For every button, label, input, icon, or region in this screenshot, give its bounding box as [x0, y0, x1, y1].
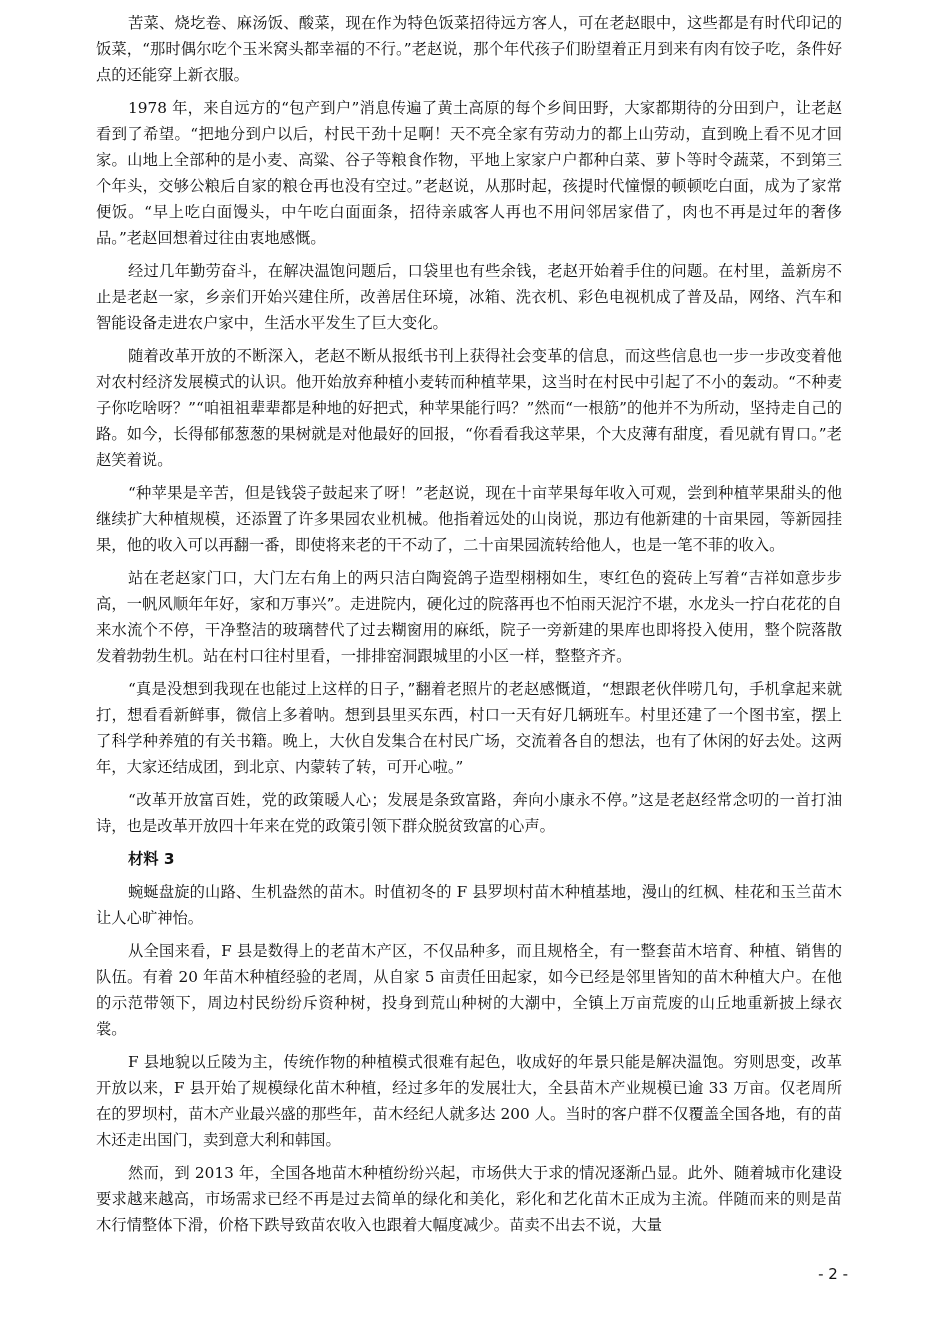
paragraph: 随着改革开放的不断深入，老赵不断从报纸书刊上获得社会变革的信息，而这些信息也一步一步改变着他对农村经济发展模式的认识。他开始放弃种植小麦转而种植苹果，这当时在村民中引起了不小的轰动。“不种麦子你吃啥呀？”“咱祖祖辈辈都是种地的好把式，种苹果能行吗？”然而“一根筋”的他并不为所动，坚持走自己的路。如今，长得郁郁葱葱的果树就是对他最好的回报，“你看看我这苹果，个大皮薄有甜度，看见就有胃口。”老赵笑着说。: [96, 347, 842, 469]
paragraph: “改革开放富百姓，党的政策暖人心；发展是条致富路，奔向小康永不停。”这是老赵经常念叨的一首打油诗，也是改革开放四十年来在党的政策引领下群众脱贫致富的心声。: [96, 791, 842, 835]
paragraph: 经过几年勤劳奋斗，在解决温饱问题后，口袋里也有些余钱，老赵开始着手住的问题。在村里，盖新房不止是老赵一家，乡亲们开始兴建住所，改善居住环境，冰箱、洗衣机、彩色电视机成了普及品，网络、汽车和智能设备走进农户家中，生活水平发生了巨大变化。: [96, 262, 842, 332]
section-heading: 材料 3: [128, 850, 175, 868]
document-body: [96, 10, 842, 1245]
paragraph: “种苹果是辛苦，但是钱袋子鼓起来了呀！”老赵说，现在十亩苹果每年收入可观，尝到种植苹果甜头的他继续扩大种植规模，还添置了许多果园农业机械。他指着远处的山岗说，那边有他新建的十亩果园，等新园挂果，他的收入可以再翻一番，即使将来老的干不动了，二十亩果园流转给他人，也是一笔不菲的收入。: [96, 484, 842, 554]
page-number: - 2 -: [818, 1265, 848, 1283]
paragraph: 苦菜、烧圪卷、麻汤饭、酸菜，现在作为特色饭菜招待远方客人，可在老赵眼中，这些都是有时代印记的饭菜，“那时偶尔吃个玉米窝头都幸福的不行。”老赵说，那个年代孩子们盼望着正月到来有肉有饺子吃，条件好点的还能穿上新衣服。: [96, 14, 842, 84]
paragraph: 1978 年，来自远方的“包产到户”消息传遍了黄土高原的每个乡间田野，大家都期待的分田到户，让老赵看到了希望。“把地分到户以后，村民干劲十足啊！天不亮全家有劳动力的都上山劳动，直到晚上看不见才回家。山地上全部种的是小麦、高粱、谷子等粮食作物，平地上家家户户都种白菜、萝卜等时令蔬菜，不到第三个年头，交够公粮后自家的粮仓再也没有空过。”老赵说，从那时起，孩提时代憧憬的顿顿吃白面，成为了家常便饭。“早上吃白面馒头，中午吃白面面条，招待亲戚客人再也不用问邻居家借了，肉也不再是过年的奢侈品。”老赵回想着过往由衷地感慨。: [96, 99, 842, 247]
paragraph: F 县地貌以丘陵为主，传统作物的种植模式很难有起色，收成好的年景只能是解决温饱。穷则思变，改革开放以来，F 县开始了规模绿化苗木种植，经过多年的发展壮大，全县苗木产业规模已逾 33 万亩。仅老周所在的罗坝村，苗木产业最兴盛的那些年，苗木经纪人就多达 200 人。当时的客户群不仅覆盖全国各地，有的苗木还走出国门，卖到意大利和韩国。: [96, 1053, 842, 1149]
paragraph: 从全国来看，F 县是数得上的老苗木产区，不仅品种多，而且规格全，有一整套苗木培育、种植、销售的队伍。有着 20 年苗木种植经验的老周，从自家 5 亩责任田起家，如今已经是邻里皆知的苗木种植大户。在他的示范带领下，周边村民纷纷斥资种树，投身到荒山种树的大潮中，全镇上万亩荒废的山丘地重新披上绿衣裳。: [96, 942, 842, 1038]
paragraph: 然而，到 2013 年，全国各地苗木种植纷纷兴起，市场供大于求的情况逐渐凸显。此外、随着城市化建设要求越来越高，市场需求已经不再是过去简单的绿化和美化，彩化和艺化苗木正成为主流。伴随而来的则是苗木行情整体下滑，价格下跌导致苗农收入也跟着大幅度减少。苗卖不出去不说，大量: [96, 1164, 842, 1234]
paragraph: 蜿蜒盘旋的山路、生机盎然的苗木。时值初冬的 F 县罗坝村苗木种植基地，漫山的红枫、桂花和玉兰苗木让人心旷神怡。: [96, 883, 842, 927]
paragraph: 站在老赵家门口，大门左右角上的两只洁白陶瓷鸽子造型栩栩如生，枣红色的瓷砖上写着“吉祥如意步步高，一帆风顺年年好，家和万事兴”。走进院内，硬化过的院落再也不怕雨天泥泞不堪，水龙头一拧白花花的自来水流个不停，干净整洁的玻璃替代了过去糊窗用的麻纸，院子一旁新建的果库也即将投入使用，整个院落散发着勃勃生机。站在村口往村里看，一排排窑洞跟城里的小区一样，整整齐齐。: [96, 569, 842, 665]
paragraph: “真是没想到我现在也能过上这样的日子，”翻着老照片的老赵感慨道，“想跟老伙伴唠几句，手机拿起来就打，想看看新鲜事，微信上多着呐。想到县里买东西，村口一天有好几辆班车。村里还建了一个图书室，摆上了科学种养殖的有关书籍。晚上，大伙自发集合在村民广场，交流着各自的想法，也有了休闲的好去处。这两年，大家还结成团，到北京、内蒙转了转，可开心啦。”: [96, 680, 842, 776]
